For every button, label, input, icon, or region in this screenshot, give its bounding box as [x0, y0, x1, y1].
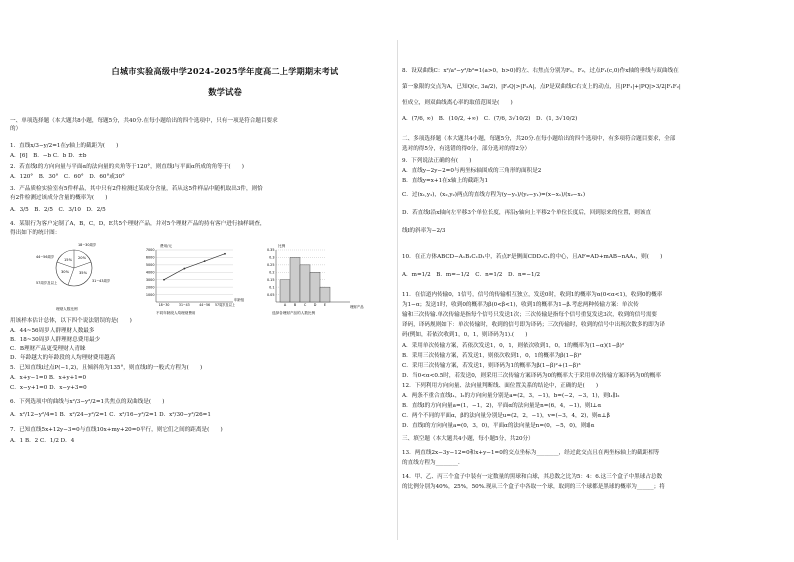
bar-xtick-label: B	[293, 303, 297, 307]
pie-pct-label-3: 15%	[64, 258, 72, 262]
section3-heading: 三、填空题（本大题共4小题，每小题5分，共20分）	[402, 436, 534, 442]
bar-A	[280, 280, 290, 302]
question-9: 9．下列说法正确的有( )	[402, 158, 472, 164]
question-10-options: A．m=1/2 B．m=−1/2 C．n=1/2 D．n=−1/2	[402, 272, 541, 278]
question-4-cont: 得出如下的统计图：	[10, 230, 61, 236]
bar-B	[290, 257, 300, 302]
bar-xtick-label: D	[313, 303, 317, 307]
question-12-option-b: B．直线l的方向向量a=(1，−1，2)，平面α的法向量是n=(6，4，−1)，则l⊥α	[402, 403, 602, 409]
question-1: 1．直线x/3−y/2=1在y轴上的截距为( )	[10, 143, 119, 149]
bar-ytick-label: 0.3	[269, 255, 275, 260]
line-point	[183, 268, 185, 270]
line-chart-title: 费用/元	[160, 244, 172, 248]
question-14-cont: 的比例分别为40%，25%，50%.现从三个盒子中各取一个球，取到的三个球都是黑球的概率为______；将	[402, 484, 665, 490]
question-8-cont: 第一象限的交点为A，已知Q(c, 3a/2)，|F₂Q|>|F₂A|，点P是双曲线C右支上的动点，且|PF₁|+|PQ|>3/2|F₁F₂|	[402, 84, 681, 90]
question-3: 3．产品质检实验室有5件样品，其中只有2件检测过某成分含量，若从这5件样品中随机取出3件，则恰	[10, 186, 263, 192]
line-point	[204, 260, 206, 262]
question-11-cont1: 为1−α；发送1时，收到0的概率为β(0<β<1)，收到1的概率为1−β.考虑两种传输方案：单次传	[402, 302, 639, 308]
section2-heading-cont: 选对的得5分，有选错的得0分，部分选对的得2分）	[402, 146, 531, 152]
question-11-cont4: 码(例如，若依次收到1，0，1，则译码为1).( )	[402, 332, 528, 338]
question-12-option-d: D．直线l的方向向量a=(0，3，0)，平面α的法向量是n=(0，−5，0)，则l∥α	[402, 423, 595, 429]
line-xtick-label: 57周岁及以上	[215, 303, 235, 307]
bar-xlabel: 理财产品	[350, 305, 364, 309]
section1-heading: 一、单项选择题（本大题共8小题，每题5分，共40分.在每小题给出的四个选项中，只有一项是符合题目要求	[10, 118, 278, 124]
question-14: 14．甲、乙、丙三个盒子中装有一定数量的黑球和白球，其总数之比为5：4：6.这三个盒子中黑球占总数	[402, 474, 663, 480]
line-ytick-label: 3000	[145, 277, 155, 282]
question-10: 10．在正方体ABCD−A₁B₁C₁D₁中，若点F是侧面CDD₁C₁的中心，且AF=AD+mAB−nAA₁，则( )	[402, 254, 663, 260]
question-8-cont2: 恒成立，则双曲线离心率的取值范围是( )	[402, 100, 513, 106]
bar-ytick-label: 0.05	[266, 292, 275, 297]
line-xtick-label: 18~30	[158, 303, 170, 307]
pie-label-3: 57周岁及以上	[36, 281, 58, 285]
question-12: 12．下列利用方向向量、法向量判断线、面位置关系的结论中，正确的是( )	[402, 383, 599, 389]
pie-pct-label-2: 30%	[61, 270, 69, 274]
pie-label-1: 31~43周岁	[92, 279, 111, 283]
exam-subtitle: 数学试卷	[208, 87, 242, 97]
bar-E	[320, 287, 330, 302]
question-6: 6．下列选项中的曲线与x²/3−y²/2=1共焦点的双曲线是( )	[10, 399, 165, 405]
question-4-prompt: 用该样本估计总体，以下四个说法错误的是( )	[10, 318, 132, 324]
question-5-options-cd: C．x−y+1=0 D．x−y+3=0	[10, 385, 87, 391]
pie-label-0: 18~30周岁	[78, 243, 97, 247]
line-ytick-label: 4000	[145, 270, 155, 275]
line-xtick-label: 44~56	[199, 303, 211, 307]
column-divider	[397, 40, 398, 540]
bar-ytick-label: 0.1	[269, 285, 275, 290]
line-ytick-label: 1000	[145, 292, 155, 297]
bar-C	[300, 265, 310, 302]
line-ytick-label: 2000	[145, 285, 155, 290]
question-2-options: A．120° B．30° C．60° D．60°或30°	[10, 174, 125, 180]
bar-D	[310, 272, 320, 302]
question-9-option-d: D．若直线l沿x轴向左平移3个单位长度，再沿y轴向上平移2个单位长度后，回到原来的位置，则该直	[402, 210, 652, 216]
line-xtick-label: 31~43	[178, 303, 190, 307]
question-1-options: A．[6] B．−b C．b D．±b	[10, 153, 87, 159]
question-9-option-a: A．直线y−2y−2=0与两坐标轴围成的三角形的面积是2	[402, 168, 542, 174]
line-ytick-label: 5000	[145, 263, 155, 268]
bar-ytick-label: 0.35	[266, 248, 275, 253]
bar-xtick-label: A	[283, 303, 287, 307]
bar-xtick-label: E	[323, 303, 327, 307]
pie-caption: 理财人数比例	[56, 307, 78, 311]
question-9-option-b: B．直线y=x+1在x轴上的截距为1	[402, 178, 489, 184]
pie-chart	[36, 242, 110, 311]
bar-ytick-label: 0.2	[269, 270, 275, 275]
bar-xtick-label: C	[303, 303, 307, 307]
question-9-option-c: C．过(x₁,y₁)，(x₂,y₂)两点的直线方程为(y−y₁)/(y₂−y₁)=(x−x₁)/(x₂−x₁)	[402, 192, 586, 198]
question-4-option-d: D．年龄越大的年龄段的人均理财费用越高	[10, 355, 116, 361]
section2-heading: 二、多项选择题（本大题共4小题，每题5分，共20分.在每小题给出的四个选项中，有多项符合题目要求，全部	[402, 136, 676, 142]
bar-chart	[267, 243, 364, 315]
bar-chart-title: 比例	[278, 244, 286, 248]
question-5: 5．已知直线l过点P(−1,2)，且倾斜角为135°，则直线l的一般式方程为( )	[10, 365, 203, 371]
line-point	[224, 253, 226, 255]
question-3-options: A．3/5 B．2/5 C．3/10 D．2/5	[10, 207, 106, 213]
question-2: 2．若直线l的方向向量与平面α的法向量的夹角等于120°，则直线l与平面α所成的角等于( )	[10, 164, 244, 170]
pie-pct-label-1: 35%	[79, 271, 87, 275]
question-11-cont3: 译码，译码规则如下：单次传输时，收到的信号即为译码；三次传输时，收到的信号中出现次数多的即为译	[402, 322, 665, 328]
question-4: 4．某银行为客户定制了A，B，C，D，E共5个理财产品，并对5个理财产品的持有客户进行抽样调查，	[10, 221, 266, 227]
question-4-option-c: C．B理财产品更受理财人青睐	[10, 346, 86, 352]
question-4-option-a: A．44~56周岁人群理财人数最多	[10, 328, 95, 334]
line-ytick-label: 7000	[145, 248, 155, 253]
question-9-option-d-cont: 线l的斜率为−2/3	[402, 228, 446, 234]
question-11-option-a: A．采用单次传输方案，若依次发送1，0，1，则依次收到1，0，1的概率为(1−α)(1−β)²	[402, 343, 625, 349]
question-7: 7．已知直线5x+12y−3=0与直线10x+my+20=0平行，则它们之间的距离是( )	[10, 427, 223, 433]
exam-title: 白城市实验高级中学2024-2025学年度高二上学期期末考试	[111, 66, 339, 76]
statistics-figures	[38, 240, 368, 315]
line-point	[163, 279, 165, 281]
question-6-options: A．x²/12−y²/4=1 B．x²/24−y²/2=1 C．x²/16−y²/2=1 D．x²/30−y²/26=1	[10, 412, 211, 418]
question-12-option-c: C．两个不同的平面α，β的法向量分别是u=(2，2，−1)，v=(−3，4，2)，则α⊥β	[402, 413, 610, 419]
question-8-options: A．(7/6, ∞) B．(10/2, +∞) C．(7/6, 3√10/2) D．(1, 3√10/2)	[402, 116, 578, 122]
question-8: 8．设双曲线C：x²/a²−y²/b²=1(a>0，b>0)的左、右焦点分别为F₁，F₂，过点F₁(c,0)作x轴的垂线与双曲线在	[402, 68, 679, 74]
line-caption: 不同年龄段人均理财费用	[156, 311, 196, 315]
pie-pct-label-0: 20%	[78, 256, 86, 260]
bar-ytick-label: 0.15	[266, 277, 275, 282]
line-xlabel: 年龄组	[234, 298, 245, 302]
question-12-option-a: A．两条不重合直线l₁，l₂的方向向量分别是a=(2，3，−1)，b=(−2，−3，1)，则l₁∥l₂	[402, 393, 620, 399]
question-11-option-c: C．采用三次传输方案，若发送1，则译码为1的概率为β(1−β)²+(1−β)³	[402, 363, 581, 369]
question-11-cont2: 输和三次传输.单次传输是指每个信号只发送1次；三次传输是指每个信号重复发送3次，收到的信号需要	[402, 312, 658, 318]
question-11-option-d: D．当0<α<0.5时，若发送0，则采用三次传输方案译码为0的概率大于采用单次传输方案译码为0的概率	[402, 373, 661, 379]
question-3-cont: 有2件检测过该成分含量的概率为( )	[10, 195, 108, 201]
bar-ytick-label: 0.25	[266, 263, 275, 268]
question-11-option-b: B．采用三次传输方案，若发送1，则依次收到1，0，1的概率为β(1−β)²	[402, 353, 582, 359]
question-5-options-ab: A．x+y−1=0 B．x+y+1=0	[10, 375, 87, 381]
line-series	[164, 254, 225, 280]
pie-label-2: 44~56周岁	[36, 255, 55, 259]
line-chart	[146, 243, 245, 315]
question-13: 13．两直线2x−3y−12=0和x+y−1=0的交点坐标为________，经过此交点且在两坐标轴上的截距相等	[402, 450, 660, 456]
question-13-cont: 的直线方程为________.	[402, 460, 460, 466]
question-7-options: A．1 B．2 C．1/2 D．4	[10, 438, 75, 444]
section1-heading-cont: 的）	[10, 126, 22, 132]
line-ytick-label: 6000	[145, 255, 155, 260]
question-11: 11．在信道内传输0，1信号，信号的传输相互独立，发送0时，收到1的概率为α(0<α<1)，收到0的概率	[402, 292, 663, 298]
question-4-option-b: B．18~30周岁人群理财总费用最少	[10, 337, 101, 343]
bar-caption: 选择各理财产品的人数比例	[272, 311, 316, 315]
